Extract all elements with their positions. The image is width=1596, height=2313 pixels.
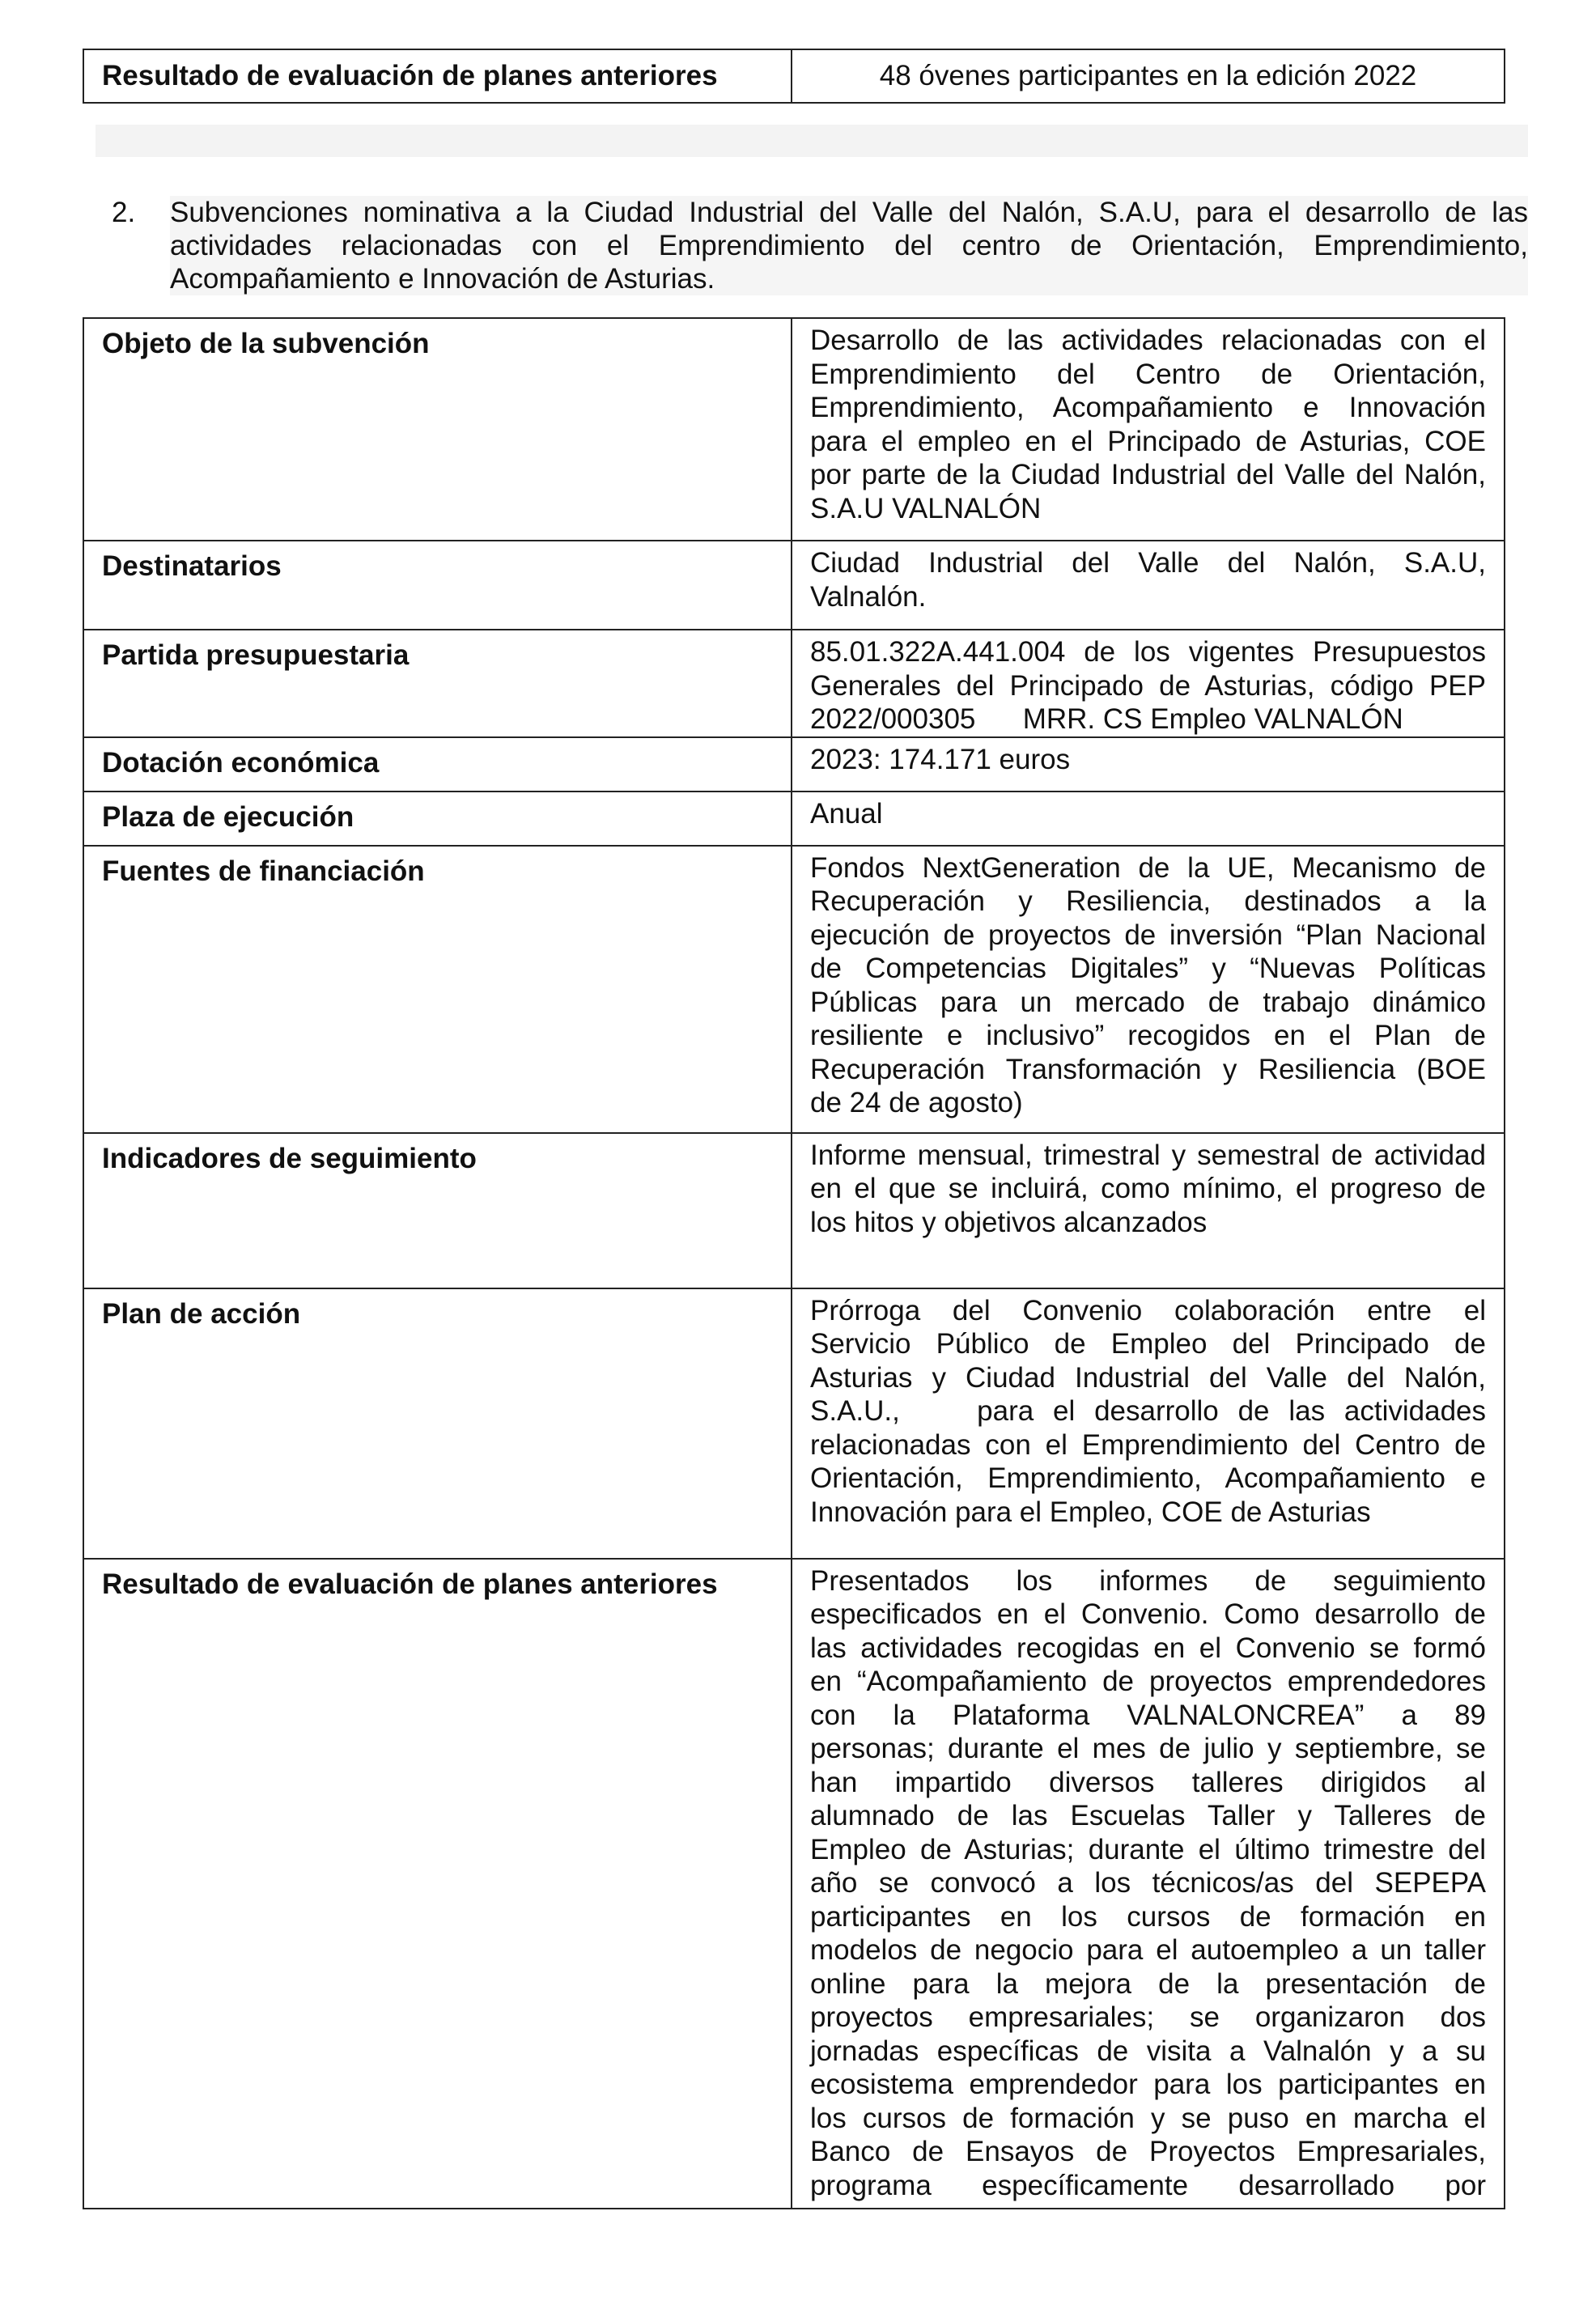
value-line: Emprendimiento, Acompañamiento e Innovación <box>810 392 1486 423</box>
value-line: de Competencias Digitales” y “Nuevas Políticas <box>810 953 1486 984</box>
value-line: Fondos NextGeneration de la UE, Mecanismo de <box>810 851 1486 884</box>
value-line: año se convocó a los técnicos/as del SEPEPA <box>810 1867 1486 1899</box>
table-row <box>83 792 1505 846</box>
value-line: Ciudad Industrial del Valle del Nalón, S.A.U, <box>810 547 1486 579</box>
row-value <box>792 541 1505 630</box>
value-line: Empleo de Asturias; durante el último trimestre del <box>810 1833 1486 1865</box>
table-row <box>83 318 1505 541</box>
value-line: Generales del Principado de Asturias, código PEP <box>810 669 1486 702</box>
value-line: en “Acompañamiento de proyectos emprendedores <box>810 1666 1486 1697</box>
table-row <box>83 1559 1505 2209</box>
row-value <box>792 1288 1505 1559</box>
row-value <box>792 846 1505 1133</box>
value-line: por parte de la Ciudad Industrial del Valle del Nalón, <box>810 459 1486 490</box>
table-row <box>83 846 1505 1133</box>
value-line: en el que se incluirá, como mínimo, el progreso de <box>810 1173 1486 1204</box>
row-value <box>792 1559 1505 2209</box>
row-label: Partida presupuestaria <box>83 630 792 737</box>
value-line: Orientación, Emprendimiento, Acompañamiento e <box>810 1462 1486 1494</box>
row-value <box>792 630 1505 737</box>
value-line: Prórroga del Convenio colaboración entre el <box>810 1294 1486 1326</box>
value-line: Informe mensual, trimestral y semestral de actividad <box>810 1139 1486 1171</box>
value-line: los hitos y objetivos alcanzados <box>810 1206 1208 1238</box>
value-line: de 24 de agosto) <box>810 1087 1023 1118</box>
value-line: resiliente e inclusivo” recogidos en el Plan de <box>810 1020 1486 1051</box>
row-label: Plaza de ejecución <box>83 792 792 846</box>
value-line: especificados en el Convenio. Como desarrollo de <box>810 1598 1486 1630</box>
value-line: Asturias y Ciudad Industrial del Valle del Nalón, <box>810 1361 1486 1394</box>
table-row <box>83 49 1505 103</box>
value-line: proyectos empresariales; se organizaron dos <box>810 2001 1486 2033</box>
row-label: Dotación económica <box>83 737 792 792</box>
value-line: Innovación para el Empleo, COE de Asturias <box>810 1496 1371 1528</box>
value-line: Valnalón. <box>810 580 927 613</box>
value-line: Servicio Público de Empleo del Principado de <box>810 1328 1486 1360</box>
row-label: Plan de acción <box>83 1288 792 1559</box>
value-line: ecosistema emprendedor para los participantes en <box>810 2069 1486 2100</box>
value-line: los cursos de formación y se puso en marcha el <box>810 2102 1486 2134</box>
value-line: han impartido diversos talleres dirigidos al <box>810 1766 1486 1798</box>
row-value: 48 óvenes participantes en la edición 2022 <box>792 49 1505 103</box>
row-value <box>792 792 1505 846</box>
value-line: S.A.U., para el desarrollo de las actividades <box>810 1395 1486 1427</box>
value-line: 85.01.322A.441.004 de los vigentes Presupuestos <box>810 636 1486 668</box>
value-line: Banco de Ensayos de Proyectos Empresariales, <box>810 2136 1486 2167</box>
row-label: Indicadores de seguimiento <box>83 1133 792 1288</box>
value-line: participantes en los cursos de formación en <box>810 1900 1486 1933</box>
value-line: para el empleo en el Principado de Asturias, COE <box>810 425 1486 457</box>
value-line: relacionadas con el Emprendimiento del Centro de <box>810 1428 1486 1461</box>
row-value <box>792 318 1505 541</box>
value-line: Emprendimiento del Centro de Orientación, <box>810 358 1486 390</box>
table-row <box>83 541 1505 630</box>
value-line: 2023: 174.171 euros <box>810 743 1071 775</box>
row-label: Resultado de evaluación de planes anteriores <box>83 1559 792 2209</box>
table-row <box>83 1133 1505 1288</box>
subsidy-details-table <box>83 317 1505 2209</box>
row-label: Objeto de la subvención <box>83 318 792 541</box>
value-line: Presentados los informes de seguimiento <box>810 1564 1486 1597</box>
value-line: jornadas específicas de visita a Valnalón y a su <box>810 2035 1486 2067</box>
row-value <box>792 1133 1505 1288</box>
value-line: Desarrollo de las actividades relacionadas con el <box>810 325 1486 356</box>
value-line: con la Plataforma VALNALONCREA” a 89 <box>810 1699 1486 1731</box>
section-number: 2. <box>112 197 136 228</box>
value-line: 2022/000305 MRR. CS Empleo VALNALÓN <box>810 703 1403 735</box>
value-line: Anual <box>810 797 883 830</box>
value-line: alumnado de las Escuelas Taller y Talleres de <box>810 1800 1486 1831</box>
shaded-band <box>96 125 1528 157</box>
value-line: Recuperación y Resiliencia, destinados a la <box>810 885 1486 917</box>
value-line: online para la mejora de la presentación de <box>810 1967 1486 2000</box>
value-line: Recuperación Transformación y Resiliencia (BOE <box>810 1053 1486 1085</box>
table-row <box>83 1288 1505 1559</box>
table-row <box>83 737 1505 792</box>
row-label: Fuentes de financiación <box>83 846 792 1133</box>
value-line: ejecución de proyectos de inversión “Plan Nacional <box>810 919 1486 951</box>
value-line: modelos de negocio para el autoempleo a un taller <box>810 1934 1486 1966</box>
row-label: Resultado de evaluación de planes anteriores <box>83 49 792 103</box>
row-value <box>792 737 1505 792</box>
value-line: personas; durante el mes de julio y septiembre, se <box>810 1733 1486 1764</box>
section-text: Subvenciones nominativa a la Ciudad Industrial del Valle del Nalón, S.A.U, para el desarrollo de las actividades relacionadas con el Emprendimiento del centro de Orientación, Emprendimiento, Acompañamiento e Innovación de Asturias. <box>170 197 1528 295</box>
value-line: las actividades recogidas en el Convenio se formó <box>810 1632 1486 1664</box>
value-line: S.A.U VALNALÓN <box>810 492 1042 524</box>
evaluation-summary-table <box>83 49 1505 104</box>
value-line: programa específicamente desarrollado por <box>810 2169 1486 2201</box>
value-line: Públicas para un mercado de trabajo dinámico <box>810 986 1486 1018</box>
table-row <box>83 630 1505 737</box>
row-label: Destinatarios <box>83 541 792 630</box>
